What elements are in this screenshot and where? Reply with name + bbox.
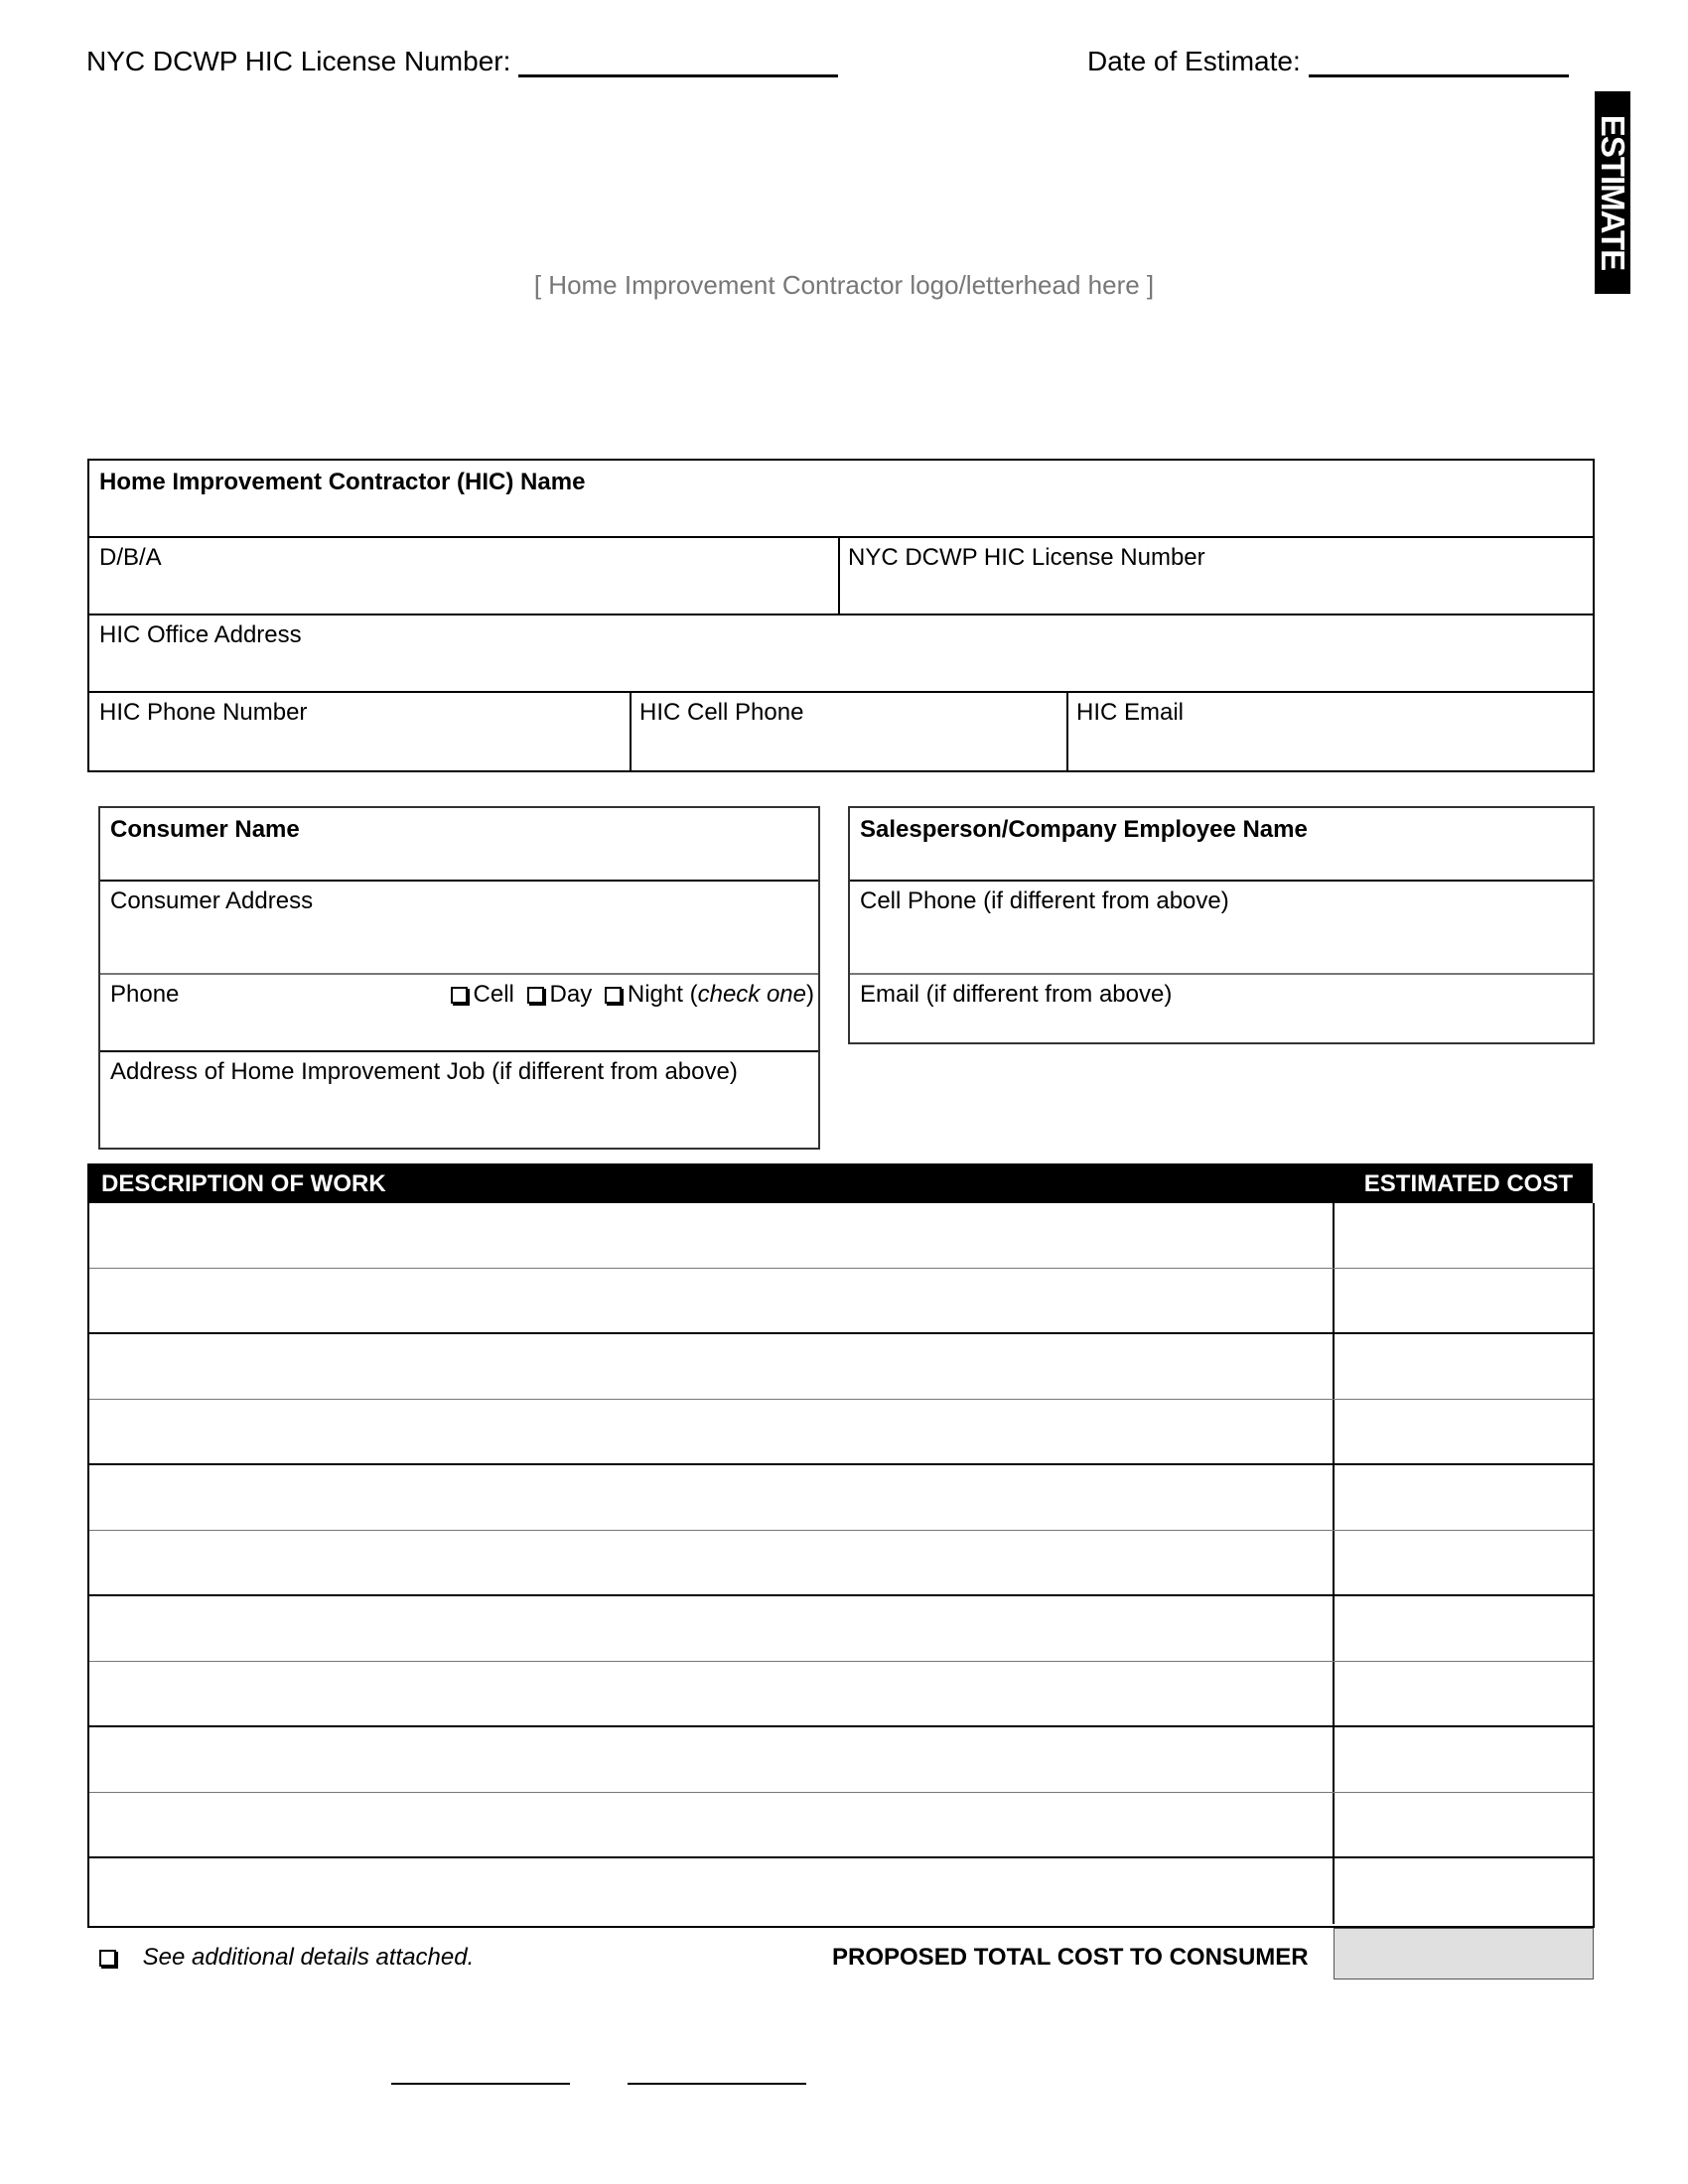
work-table	[87, 1203, 1595, 1928]
hic-license-field[interactable]: NYC DCWP HIC License Number	[848, 544, 1205, 571]
signature-line-contractor	[391, 2083, 570, 2085]
work-description-cell[interactable]	[89, 1400, 1335, 1463]
work-description-cell[interactable]	[89, 1203, 1335, 1268]
work-description-cell[interactable]	[89, 1858, 1335, 1924]
work-cost-cell[interactable]	[1335, 1269, 1593, 1332]
consumer-address-field[interactable]: Consumer Address	[110, 887, 314, 914]
work-row	[89, 1203, 1593, 1269]
day-checkbox[interactable]	[527, 987, 544, 1004]
hic-license-header	[86, 46, 838, 77]
logo-placeholder: [ Home Improvement Contractor logo/letterhead here ]	[533, 270, 1155, 300]
additional-details-label: See additional details attached.	[142, 1944, 475, 1971]
work-cost-cell[interactable]	[1335, 1465, 1593, 1530]
estimated-cost-header: ESTIMATED COST	[1363, 1170, 1573, 1197]
work-row	[89, 1334, 1593, 1400]
work-description-cell[interactable]	[89, 1596, 1335, 1661]
hic-license-header-input[interactable]	[518, 49, 838, 77]
hic-email-field[interactable]: HIC Email	[1076, 699, 1185, 726]
night-checkbox[interactable]	[605, 987, 622, 1004]
hic-name-field[interactable]: Home Improvement Contractor (HIC) Name	[99, 469, 586, 495]
work-row	[89, 1858, 1593, 1924]
hic-license-header-label: NYC DCWP HIC License Number:	[86, 46, 511, 76]
work-description-cell[interactable]	[89, 1662, 1335, 1725]
hic-info-box	[87, 459, 1595, 772]
date-of-estimate-header	[1087, 46, 1569, 77]
work-cost-cell[interactable]	[1335, 1727, 1593, 1792]
work-row	[89, 1793, 1593, 1858]
signature-line-consumer	[628, 2083, 806, 2085]
work-row	[89, 1662, 1593, 1727]
salesperson-name-field[interactable]: Salesperson/Company Employee Name	[860, 816, 1308, 843]
day-option-label: Day	[549, 981, 593, 1008]
salesperson-cell-field[interactable]: Cell Phone (if different from above)	[860, 887, 1229, 914]
work-row	[89, 1727, 1593, 1793]
consumer-phone-field[interactable]	[100, 973, 818, 1050]
work-cost-cell[interactable]	[1335, 1858, 1593, 1924]
work-description-cell[interactable]	[89, 1465, 1335, 1530]
estimate-side-tag-text: ESTIMATE	[1595, 114, 1631, 271]
work-description-cell[interactable]	[89, 1334, 1335, 1399]
additional-details-checkbox[interactable]	[99, 1950, 116, 1967]
work-cost-cell[interactable]	[1335, 1531, 1593, 1594]
description-header: DESCRIPTION OF WORK	[101, 1170, 386, 1197]
cell-checkbox[interactable]	[451, 987, 468, 1004]
hic-phone-field[interactable]: HIC Phone Number	[99, 699, 308, 726]
work-cost-cell[interactable]	[1335, 1203, 1593, 1268]
total-cost-field[interactable]	[1334, 1928, 1594, 1979]
work-cost-cell[interactable]	[1335, 1334, 1593, 1399]
date-of-estimate-input[interactable]	[1309, 49, 1569, 77]
work-row	[89, 1531, 1593, 1596]
dba-field[interactable]: D/B/A	[99, 544, 162, 571]
work-row	[89, 1400, 1593, 1465]
work-row	[89, 1596, 1593, 1662]
check-note-open: (	[689, 981, 698, 1008]
additional-details-option[interactable]	[99, 1944, 474, 1972]
night-option-label: Night	[627, 981, 683, 1008]
work-cost-cell[interactable]	[1335, 1662, 1593, 1725]
total-cost-label: PROPOSED TOTAL COST TO CONSUMER	[832, 1944, 1309, 1971]
work-cost-cell[interactable]	[1335, 1596, 1593, 1661]
cell-option-label: Cell	[473, 981, 514, 1008]
phone-type-options	[451, 981, 814, 1009]
work-cost-cell[interactable]	[1335, 1793, 1593, 1856]
work-description-cell[interactable]	[89, 1531, 1335, 1594]
work-description-cell[interactable]	[89, 1727, 1335, 1792]
check-note-close: )	[806, 981, 814, 1008]
salesperson-email-field[interactable]: Email (if different from above)	[860, 981, 1173, 1008]
hic-office-address-field[interactable]: HIC Office Address	[99, 621, 302, 648]
job-address-field[interactable]: Address of Home Improvement Job (if different from above)	[110, 1058, 738, 1085]
salesperson-info-box	[848, 806, 1595, 1044]
date-of-estimate-label: Date of Estimate:	[1087, 46, 1301, 76]
hic-cell-phone-field[interactable]: HIC Cell Phone	[639, 699, 804, 726]
work-cost-cell[interactable]	[1335, 1400, 1593, 1463]
consumer-name-field[interactable]: Consumer Name	[110, 816, 300, 843]
consumer-phone-label: Phone	[110, 981, 180, 1008]
work-row	[89, 1465, 1593, 1531]
work-row	[89, 1269, 1593, 1334]
check-one-note: check one	[697, 981, 806, 1008]
description-header-bar	[87, 1163, 1593, 1203]
estimate-side-tag	[1595, 91, 1630, 294]
work-description-cell[interactable]	[89, 1793, 1335, 1856]
consumer-info-box	[98, 806, 820, 1150]
work-description-cell[interactable]	[89, 1269, 1335, 1332]
